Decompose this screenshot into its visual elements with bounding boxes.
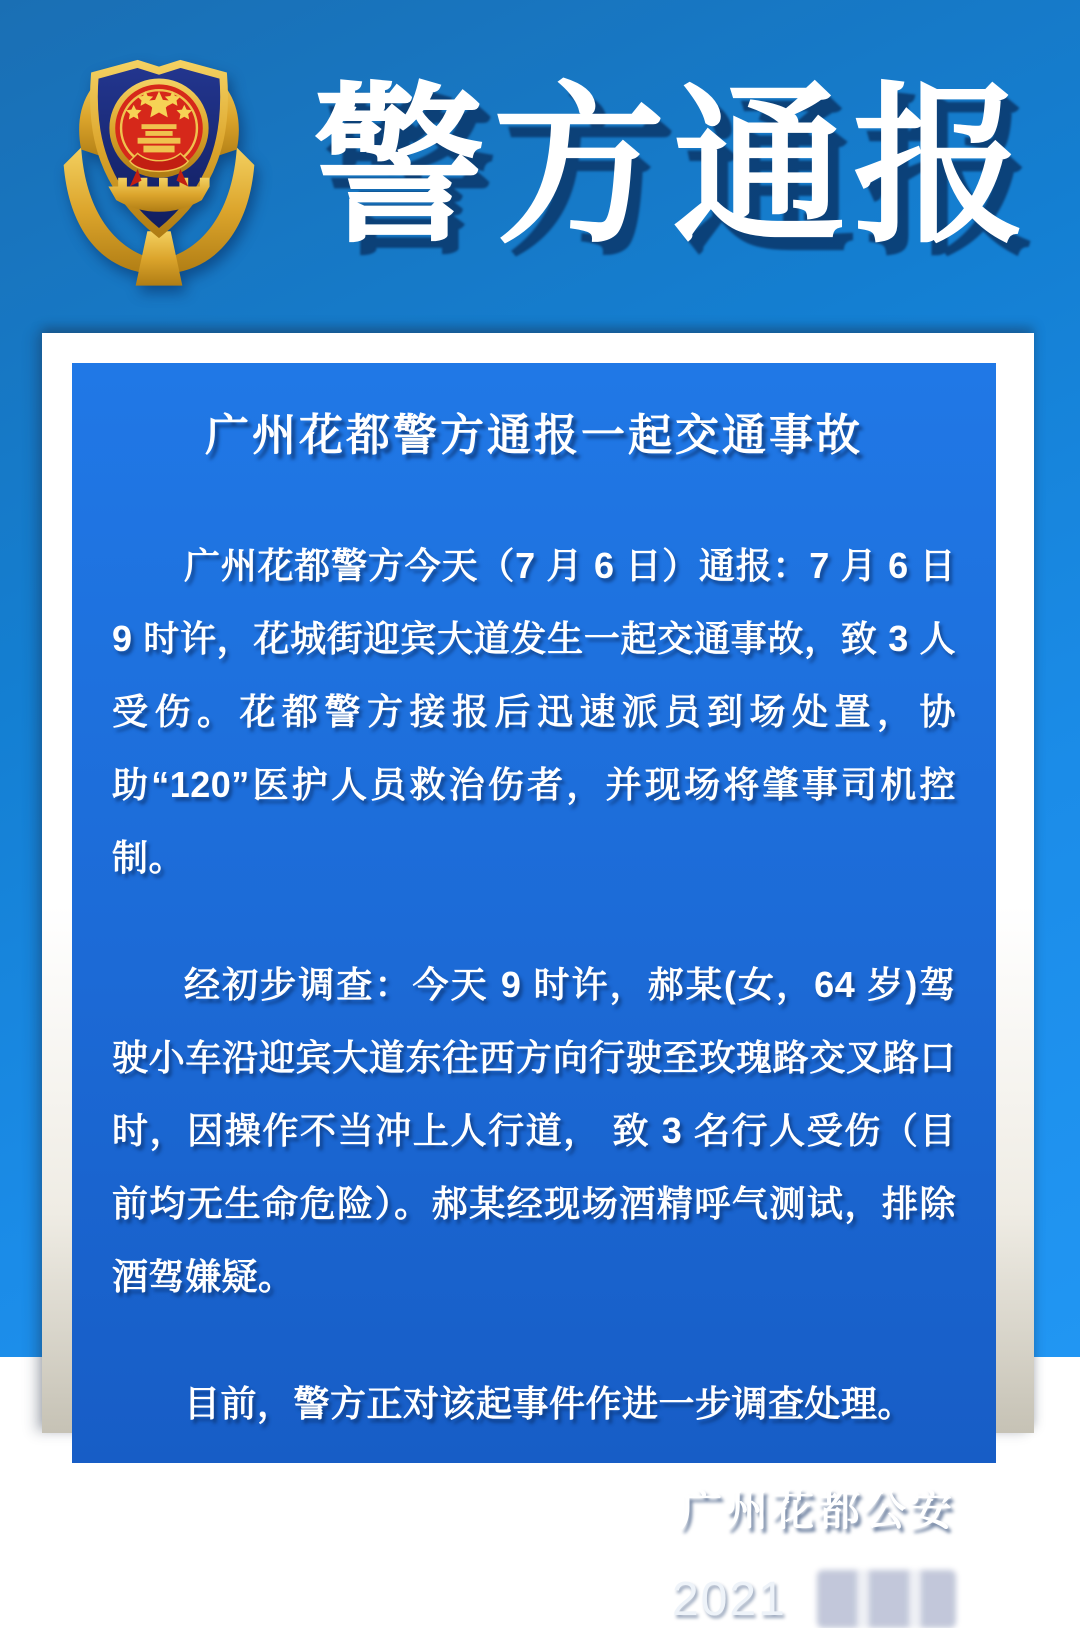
notice-card <box>72 363 996 1626</box>
badge-gate-wall <box>143 145 174 152</box>
badge-gate-base <box>138 137 181 143</box>
notice-signature: 广州花都公安 <box>679 1487 956 1534</box>
notice-paragraph-1: 广州花都警方今天（7 月 6 日）通报：7 月 6 日 9 时许，花城街迎宾大道发生一起交通事故，致 3 人受伤。花都警方接报后迅速派员到场处置，协助“120”医护人员救治伤者，并现场将肇事司机控制。 <box>112 545 956 878</box>
notice-card-frame <box>42 333 1034 1626</box>
badge-gate-mid <box>145 131 172 136</box>
notice-paragraph-2: 经初步调查：今天 9 时许，郝某(女，64 岁)驾驶小车沿迎宾大道东往西方向行驶至玫瑰路交叉路口时，因操作不当冲上人行道， 致 3 名行人受伤（目前均无生命危险）。郝某经现场酒精呼气测试，排除酒驾嫌疑。 <box>112 964 956 1297</box>
badge-gate-roof <box>141 124 176 129</box>
faded-watermark <box>817 1570 956 1628</box>
notice-title: 广州花都警方通报一起交通事故 <box>205 411 863 460</box>
poster-title: 警方通报 <box>313 70 1033 263</box>
poster-header <box>0 0 1080 333</box>
notice-paragraph-3: 目前，警方正对该起事件作进一步调查处理。 <box>184 1383 915 1424</box>
china-police-badge-icon <box>52 38 266 296</box>
badge-stem <box>136 231 183 285</box>
year-row <box>112 1570 956 1628</box>
notice-year: 2021 <box>672 1572 787 1626</box>
notice-body <box>112 529 956 1440</box>
